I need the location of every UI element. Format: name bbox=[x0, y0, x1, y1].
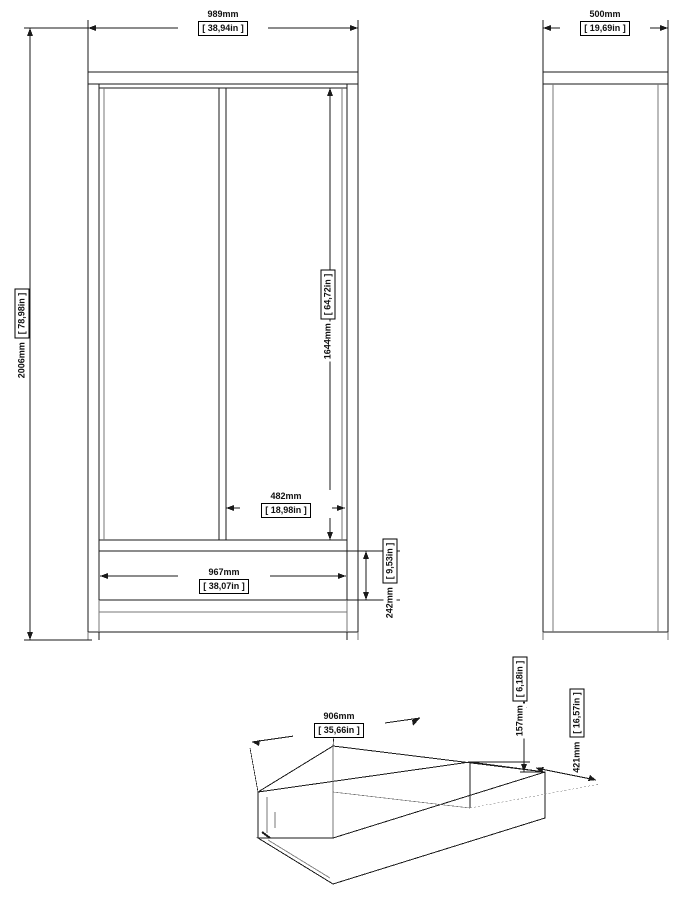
dim-drawer-front-width-mm: 967mm bbox=[208, 567, 240, 577]
dim-drawer-box-height-mm: 157mm bbox=[514, 705, 525, 737]
dim-total-height-inch: [ 78,98in ] bbox=[16, 292, 27, 335]
dim-drawer-front-height bbox=[383, 520, 398, 640]
side-view-top-cap bbox=[543, 72, 668, 84]
dim-drawer-box-depth-inch: [ 16,57in ] bbox=[571, 692, 582, 734]
dim-drawer-box-width-mm: 906mm bbox=[323, 711, 355, 721]
dim-side-depth-inch: [ 19,69in ] bbox=[584, 23, 626, 33]
dim-drawer-box-depth bbox=[570, 677, 585, 787]
dim-door-width-mm: 482mm bbox=[270, 491, 302, 501]
dim-door-width-inch: [ 18,98in ] bbox=[265, 505, 307, 515]
dim-drawer-box-height bbox=[513, 643, 528, 753]
dim-front-width bbox=[178, 8, 268, 36]
dim-drawer-front-width bbox=[178, 566, 270, 594]
side-view-body bbox=[543, 84, 668, 632]
front-view-top-cap bbox=[88, 72, 358, 84]
dim-door-width bbox=[240, 490, 332, 518]
dim-drawer-box-height-inch: [ 6,18in ] bbox=[514, 660, 525, 698]
dim-side-depth bbox=[560, 8, 650, 36]
dim-drawer-box-width bbox=[293, 710, 385, 738]
dim-door-height bbox=[321, 256, 336, 376]
dim-drawer-box-depth-mm: 421mm bbox=[571, 741, 582, 773]
dim-drawer-box-width-inch: [ 35,66in ] bbox=[318, 725, 360, 735]
dim-total-height-mm: 2006mm bbox=[16, 342, 27, 379]
front-view-body bbox=[88, 84, 358, 632]
dim-total-height bbox=[15, 275, 30, 395]
dim-door-height-inch: [ 64,72in ] bbox=[322, 273, 333, 316]
dim-door-height-mm: 1644mm bbox=[322, 323, 333, 360]
dim-side-depth-mm: 500mm bbox=[589, 9, 621, 19]
drawer-front-panel bbox=[258, 772, 545, 884]
dim-front-width-inch: [ 38,94in ] bbox=[202, 23, 244, 33]
dim-front-width-mm: 989mm bbox=[207, 9, 239, 19]
dim-drawer-front-height-inch: [ 9,53in ] bbox=[384, 542, 395, 580]
dim-drawer-front-height-mm: 242mm bbox=[384, 587, 395, 619]
dim-drawer-front-width-inch: [ 38,07in ] bbox=[203, 581, 245, 591]
